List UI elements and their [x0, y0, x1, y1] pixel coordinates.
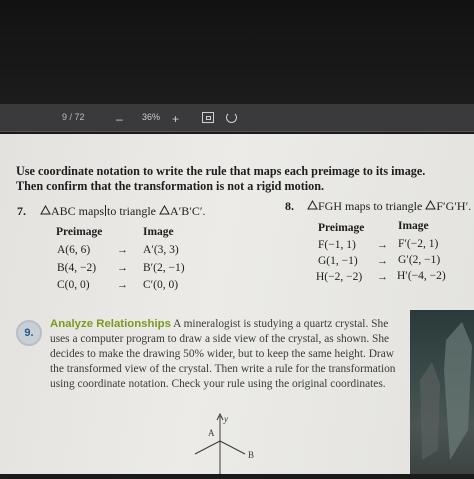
crystal-coordinate-graph: [190, 408, 300, 474]
problem-7-header-preimage: Preimage: [56, 226, 103, 238]
y-axis-label: y: [224, 414, 228, 424]
problem-7-statement-pre: ABC maps: [51, 204, 105, 218]
screen-bezel: [0, 0, 474, 104]
problem-7-statement-post: A′B′C′.: [170, 204, 206, 218]
problem-9-line-3: decides to make the drawing 50% wider, but to keep the same height. Draw: [50, 348, 395, 360]
arrow-icon: →: [117, 244, 128, 256]
arrow-icon: →: [117, 262, 128, 274]
crystal-photo: [410, 310, 474, 474]
zoom-in-button[interactable]: +: [172, 112, 180, 126]
problem-9-line-1-text: A mineralogist is studying a quartz crystal. She: [173, 318, 389, 330]
problem-7-number: 7.: [17, 204, 26, 218]
triangle-icon: [425, 200, 436, 210]
problem-7-statement: [40, 204, 206, 219]
problem-7-image-cell: A′(3, 3): [143, 244, 179, 256]
problem-7-preimage-cell: C(0, 0): [57, 279, 90, 291]
problem-8-image-cell: H′(−4, −2): [397, 270, 446, 282]
problem-8-number: 8.: [285, 199, 294, 213]
problem-8-statement-pre: FGH maps to triangle: [318, 199, 426, 213]
toolbar-divider: [0, 131, 474, 132]
page-indicator[interactable]: 9 / 72: [62, 112, 85, 122]
problem-7-image-cell: C′(0, 0): [143, 279, 179, 291]
problem-8-preimage-cell: G(1, −1): [318, 255, 358, 267]
problem-8-preimage-cell: H(−2, −2): [316, 271, 363, 283]
zoom-level: 36%: [142, 112, 161, 122]
problem-7-header-image: Image: [143, 226, 174, 238]
problem-7-preimage-cell: B(4, −2): [57, 262, 97, 274]
rotate-icon[interactable]: [226, 112, 237, 123]
point-a-label: A: [208, 428, 215, 438]
problem-7-image-cell: B′(2, −1): [143, 262, 185, 274]
problem-9-number-badge: 9.: [16, 320, 42, 346]
arrow-icon: →: [377, 239, 388, 251]
zoom-out-button[interactable]: –: [116, 112, 123, 126]
fit-page-icon[interactable]: [202, 112, 214, 123]
instructions-line-2: Then confirm that the transformation is not a rigid motion.: [16, 179, 325, 193]
problem-8-header-image: Image: [398, 220, 429, 232]
problem-7-statement-mid: to triangle: [107, 204, 159, 218]
instructions-line-1: Use coordinate notation to write the rule that maps each preimage to its image.: [16, 164, 426, 178]
text-cursor-icon: [105, 205, 106, 216]
triangle-icon: [40, 205, 51, 215]
problem-8-statement-post: F′G′H′.: [436, 199, 472, 213]
problem-8-header-preimage: Preimage: [318, 222, 365, 234]
problem-7-preimage-cell: A(6, 6): [57, 244, 91, 256]
point-b-label: B: [248, 450, 255, 460]
crystal-illustration: [410, 310, 474, 474]
problem-8-image-cell: G′(2, −1): [398, 254, 441, 266]
problem-8-image-cell: F′(−2, 1): [398, 238, 439, 250]
problem-9-line-5: using coordinate notation. Check your rule using the original coordinates.: [50, 378, 386, 390]
arrow-icon: →: [377, 255, 388, 267]
problem-8-preimage-cell: F(−1, 1): [318, 239, 356, 251]
problem-9-line-1: [50, 318, 388, 330]
problem-9-line-2: uses a computer program to draw a side view of the crystal, as shown. She: [50, 333, 390, 345]
arrow-icon: →: [377, 271, 388, 283]
document-page: [0, 134, 474, 474]
triangle-icon: [159, 205, 170, 215]
problem-9-line-4: the transformed view of the crystal. Then write a rule for the transformation: [50, 363, 396, 375]
problem-8-statement: [307, 199, 471, 214]
problem-9-heading: Analyze Relationships: [50, 318, 171, 330]
triangle-icon: [307, 200, 318, 210]
arrow-icon: →: [117, 279, 128, 291]
pdf-toolbar: [0, 104, 474, 132]
